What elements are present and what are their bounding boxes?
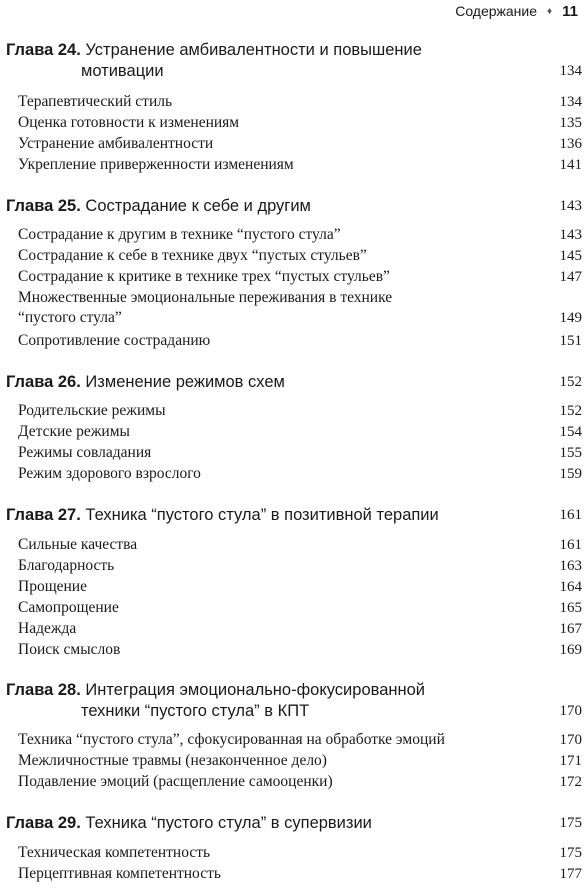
chapter-page: 152 (559, 374, 582, 390)
entry-page: 165 (559, 600, 582, 616)
page-number: 11 (562, 2, 578, 20)
entry-page: 164 (559, 579, 582, 595)
toc-entry[interactable] (18, 246, 582, 266)
entry-title: Поиск смыслов (18, 641, 121, 658)
chapter-28-heading[interactable] (6, 680, 582, 722)
toc-entry[interactable] (18, 113, 582, 133)
entry-title: Самопрощение (18, 599, 119, 616)
toc-entry[interactable] (18, 331, 582, 351)
entry-page: 171 (559, 753, 582, 769)
entry-page: 170 (559, 732, 582, 748)
toc-entry[interactable] (18, 134, 582, 154)
toc-entry[interactable] (18, 535, 582, 555)
chapter-title-line (6, 372, 582, 393)
entry-title: Межличностные травмы (незаконченное дело) (18, 752, 327, 769)
entry-page: 135 (559, 115, 582, 131)
entry-title: Подавление эмоций (расщепление самооценки) (18, 773, 333, 790)
entry-title: Терапевтический стиль (18, 93, 173, 110)
chapter-title-line (6, 40, 582, 61)
chapter-page: 143 (559, 198, 582, 214)
chapter-29-heading[interactable] (6, 813, 582, 834)
entry-title: Техника “пустого стула”, сфокусированная на обработке эмоций (18, 731, 445, 748)
toc-entry[interactable] (18, 843, 582, 863)
toc-entry[interactable] (18, 422, 582, 442)
toc-entry[interactable] (18, 464, 582, 484)
chapter-label: Глава 29. (6, 814, 81, 832)
entry-page: 149 (559, 310, 582, 326)
entry-title: Надежда (18, 620, 77, 637)
toc-entry[interactable] (18, 751, 582, 771)
entry-title: Родительские режимы (18, 402, 166, 419)
entry-page: 155 (559, 445, 582, 461)
chapter-title: Техника “пустого стула” в супервизии (85, 814, 372, 832)
entry-title-continuation (18, 308, 582, 328)
chapter-title-line2: мотивации (81, 62, 164, 80)
entry-page: 167 (559, 621, 582, 637)
entry-title: Сострадание к себе в технике двух “пустых стульев” (18, 247, 367, 264)
toc-entry[interactable] (18, 772, 582, 792)
toc-entry[interactable] (18, 864, 582, 884)
section-title: Содержание (455, 3, 538, 19)
entry-title: Множественные эмоциональные переживания в технике (18, 289, 393, 306)
toc-entry[interactable] (18, 598, 582, 618)
chapter-page: 134 (559, 63, 582, 79)
entry-title: Сострадание к критике в технике трех “пустых стульев” (18, 268, 390, 285)
chapter-title-line (6, 680, 582, 701)
running-header (455, 0, 578, 22)
toc-entry[interactable] (18, 155, 582, 175)
chapter-page: 170 (559, 703, 582, 719)
entry-page: 134 (559, 94, 582, 110)
chapter-title: Техника “пустого стула” в позитивной терапии (85, 506, 439, 524)
entry-title: Режим здорового взрослого (18, 465, 201, 482)
entry-page: 147 (559, 269, 582, 285)
toc-entry[interactable] (18, 577, 582, 597)
toc-entry[interactable] (18, 401, 582, 421)
chapter-title-line (6, 505, 582, 526)
entry-page: 169 (559, 642, 582, 658)
entry-page: 177 (559, 866, 582, 882)
chapter-title-line (6, 813, 582, 834)
entry-page: 152 (559, 403, 582, 419)
entry-title: Техническая компетентность (18, 844, 211, 861)
chapter-24-heading[interactable] (6, 40, 582, 82)
chapter-27-heading[interactable] (6, 505, 582, 526)
chapter-title-continuation (6, 701, 582, 722)
toc-entry[interactable] (18, 288, 582, 328)
chapter-title-line2: техники “пустого стула” в КПТ (81, 702, 310, 720)
toc-entry[interactable] (18, 619, 582, 639)
chapter-label: Глава 24. (6, 41, 81, 59)
toc-entry[interactable] (18, 640, 582, 660)
entry-title: Устранение амбивалентности (18, 135, 214, 152)
chapter-page: 175 (559, 815, 582, 831)
entry-title-line2: “пустого стула” (18, 309, 122, 326)
diamond-ornament-icon: ♦ (547, 5, 553, 17)
toc-entry[interactable] (18, 225, 582, 245)
chapter-label: Глава 28. (6, 681, 81, 699)
entry-page: 136 (559, 136, 582, 152)
entry-title: Сильные качества (18, 536, 138, 553)
chapter-label: Глава 26. (6, 373, 81, 391)
chapter-title: Изменение режимов схем (85, 373, 285, 391)
chapter-title-line (6, 196, 582, 217)
entry-page: 175 (559, 845, 582, 861)
chapter-26-heading[interactable] (6, 372, 582, 393)
entry-page: 151 (559, 333, 582, 349)
chapter-label: Глава 27. (6, 506, 81, 524)
toc-entry[interactable] (18, 443, 582, 463)
entry-title: Оценка готовности к изменениям (18, 114, 240, 131)
chapter-title-continuation (6, 61, 582, 82)
entry-page: 143 (559, 227, 582, 243)
toc-entry[interactable] (18, 556, 582, 576)
entry-title: Укрепление приверженности изменениям (18, 156, 294, 173)
entry-page: 159 (559, 466, 582, 482)
entry-title: Перцептивная компетентность (18, 865, 221, 882)
entry-page: 141 (559, 157, 582, 173)
toc-entry[interactable] (18, 92, 582, 112)
entry-title: Сопротивление состраданию (18, 332, 211, 349)
entry-title: Сострадание к другим в технике “пустого стула” (18, 226, 341, 243)
chapter-title: Интеграция эмоционально-фокусированной (85, 681, 425, 699)
chapter-page: 161 (559, 507, 582, 523)
entry-page: 145 (559, 248, 582, 264)
toc-entry[interactable] (18, 730, 582, 750)
chapter-label: Глава 25. (6, 197, 81, 215)
entry-page: 172 (559, 774, 582, 790)
entry-title: Режимы совладания (18, 444, 152, 461)
chapter-25-heading[interactable] (6, 196, 582, 217)
entry-title: Благодарность (18, 557, 115, 574)
chapter-title: Сострадание к себе и другим (85, 197, 311, 215)
entry-page: 163 (559, 558, 582, 574)
entry-page: 161 (559, 537, 582, 553)
entry-title: Детские режимы (18, 423, 130, 440)
toc-entry[interactable] (18, 267, 582, 287)
entry-title: Прощение (18, 578, 87, 595)
chapter-title: Устранение амбивалентности и повышение (85, 41, 422, 59)
entry-page: 154 (559, 424, 582, 440)
